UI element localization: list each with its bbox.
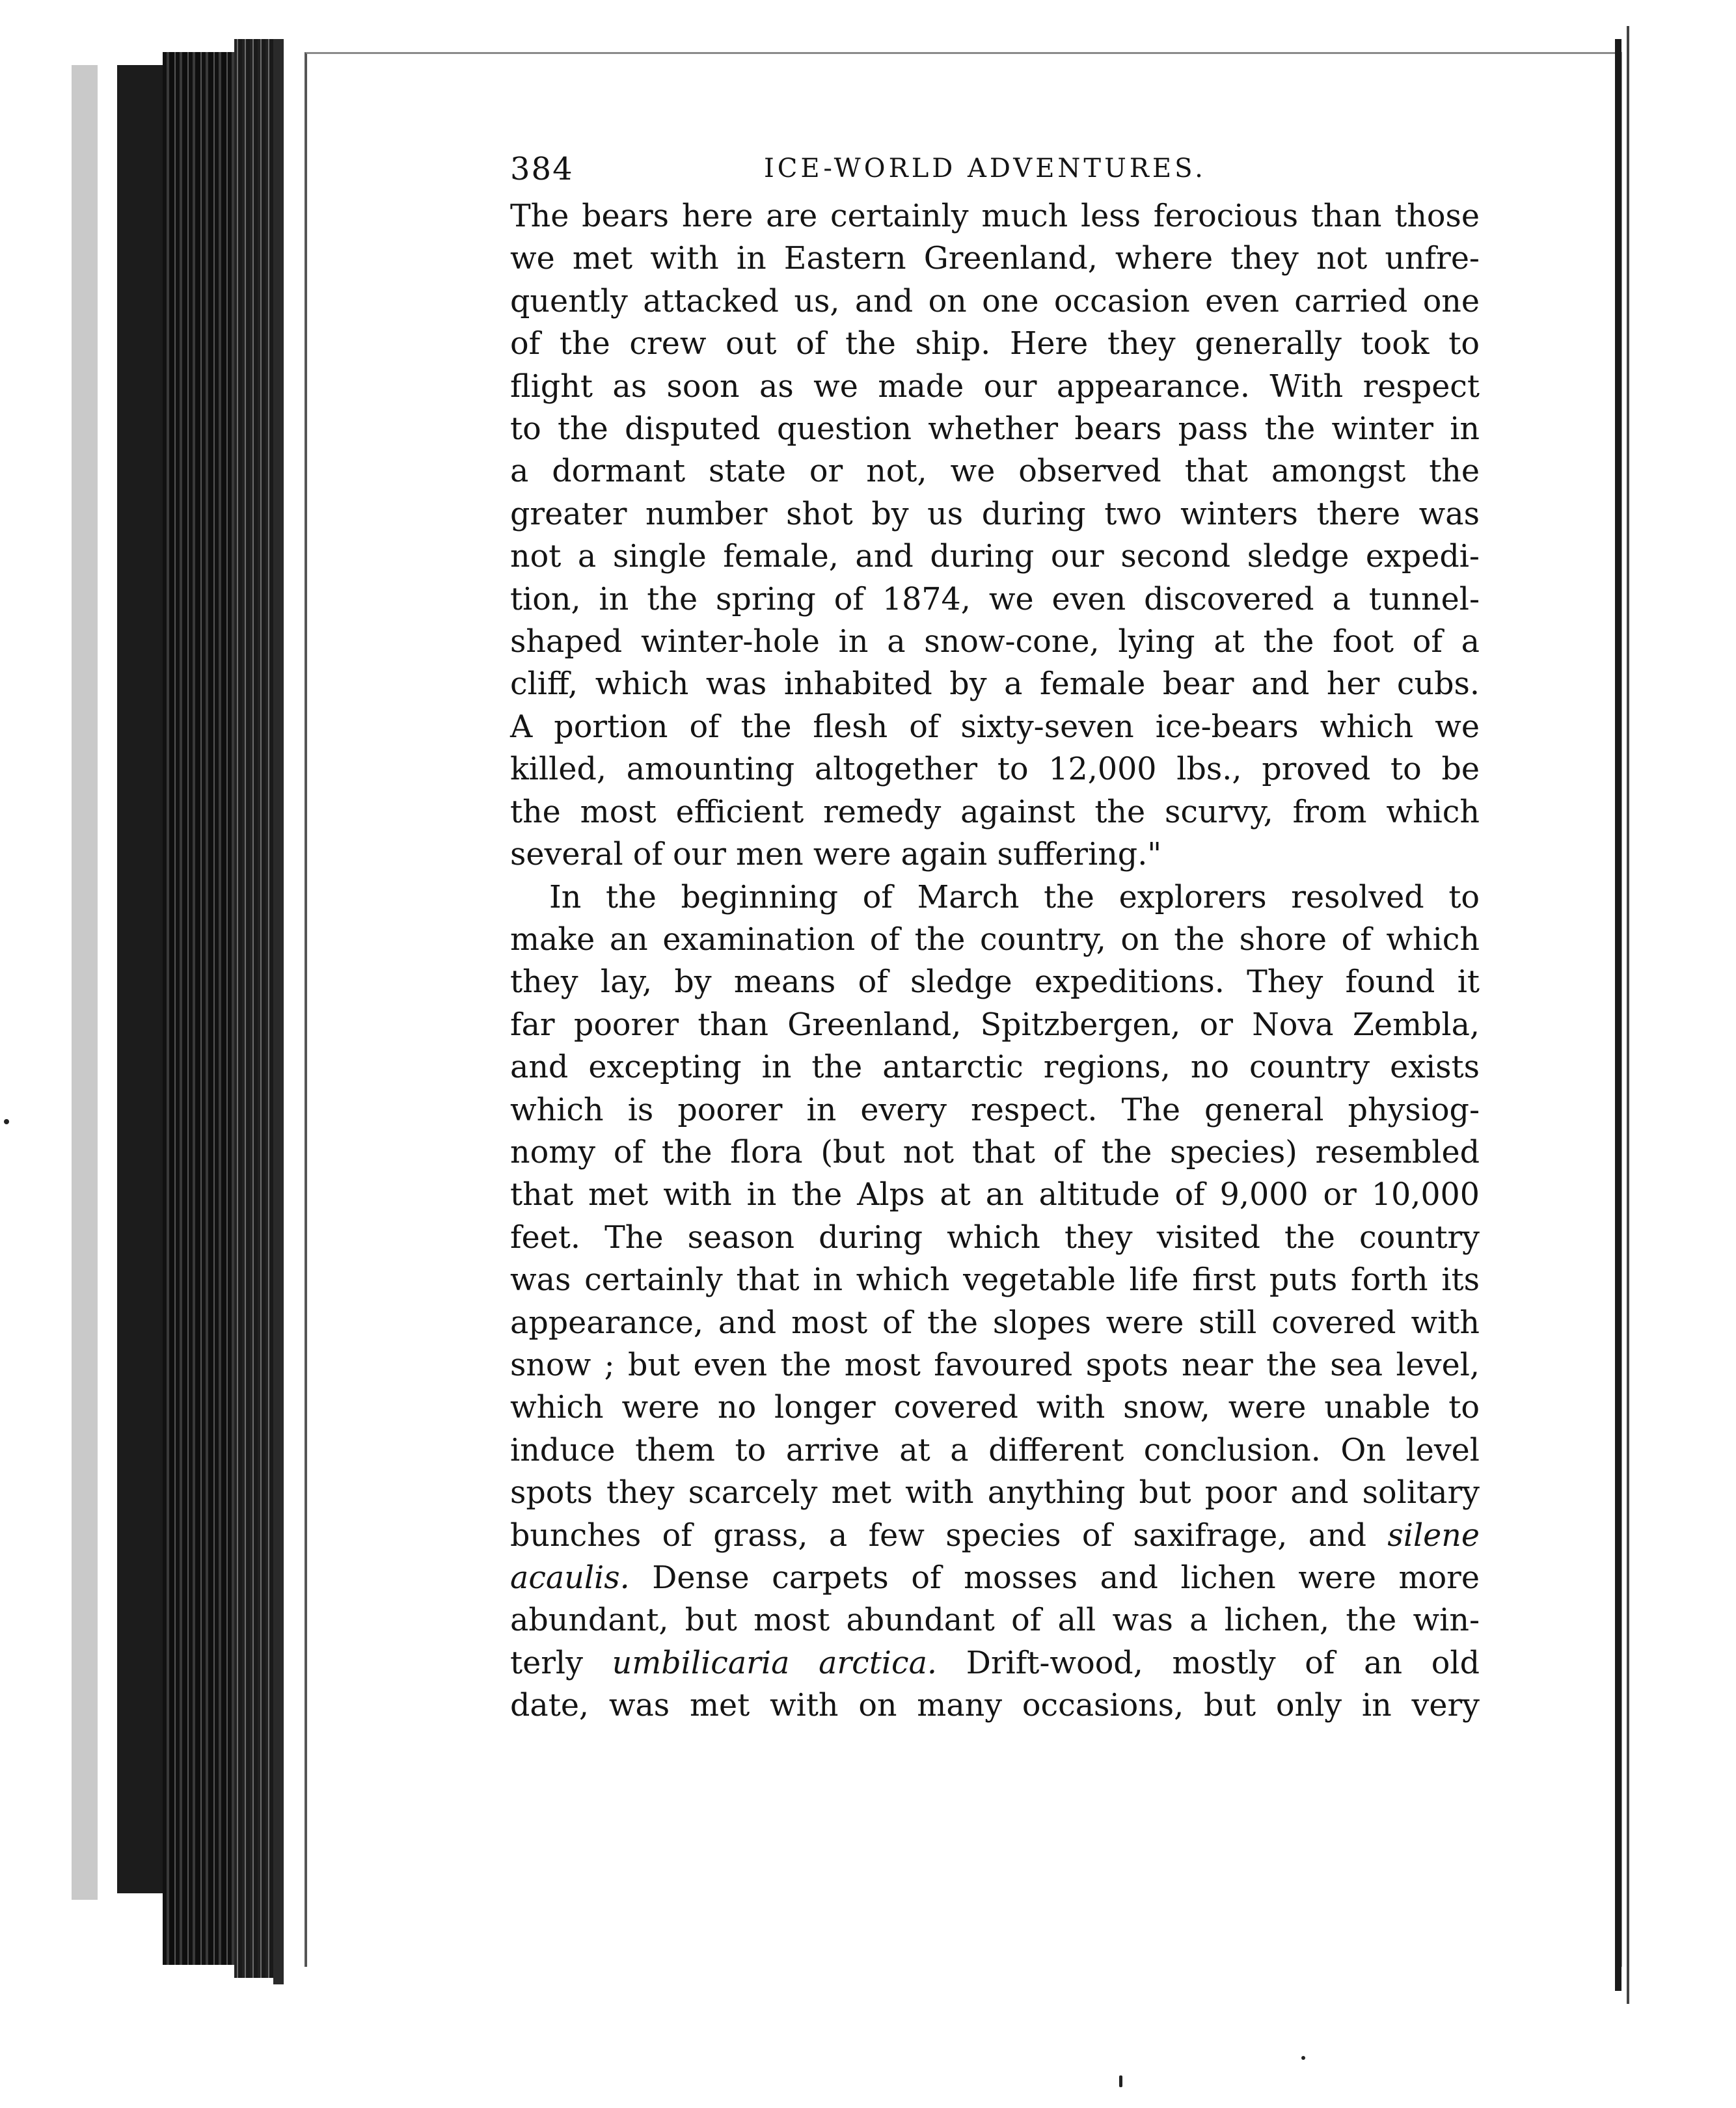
text-line-with-italic bbox=[510, 1642, 1480, 1684]
text-line: greater number shot by us during two winters there was bbox=[510, 496, 1480, 532]
page-edge-band bbox=[163, 52, 234, 1965]
text-line: far poorer than Greenland, Spitzbergen, or Nova Zembla, bbox=[510, 1007, 1480, 1043]
text-line: that met with in the Alps at an altitude of 9,000 or 10,000 bbox=[510, 1177, 1480, 1213]
paragraph bbox=[510, 876, 1480, 1727]
text-line: make an examination of the country, on the shore of which bbox=[510, 921, 1480, 958]
text-line: The bears here are certainly much less ferocious than those bbox=[510, 198, 1480, 234]
speck bbox=[4, 1119, 9, 1124]
paragraph bbox=[510, 195, 1480, 876]
text-line-with-italic bbox=[510, 1557, 1480, 1599]
italic-term: acaulis. bbox=[510, 1560, 630, 1596]
italic-term: umbilicaria arctica. bbox=[612, 1645, 938, 1681]
page-edge-band bbox=[117, 65, 163, 1893]
text-line: date, was met with on many occasions, but only in very bbox=[510, 1688, 1480, 1724]
text-line: a dormant state or not, we observed that amongst the bbox=[510, 453, 1480, 490]
text-line: which were no longer covered with snow, were unable to bbox=[510, 1390, 1480, 1426]
text-line: flight as soon as we made our appearance. With respect bbox=[510, 368, 1480, 405]
page-text bbox=[510, 143, 1480, 1727]
book-page-edges bbox=[0, 39, 286, 2004]
page-edge-band bbox=[273, 39, 284, 1984]
right-page-edge bbox=[1615, 39, 1621, 1991]
speck bbox=[1119, 2075, 1122, 2087]
text-line-with-italic bbox=[510, 1515, 1480, 1557]
text-run: terly bbox=[510, 1645, 583, 1681]
text-line: they lay, by means of sledge expeditions. They found it bbox=[510, 964, 1480, 1001]
text-line: abundant, but most abundant of all was a lichen, the win- bbox=[510, 1602, 1480, 1639]
text-line: we met with in Eastern Greenland, where they not unfre- bbox=[510, 241, 1480, 277]
text-run: Dense carpets of mosses and lichen were more bbox=[652, 1560, 1480, 1596]
text-line: spots they scarcely met with anything but poor and solitary bbox=[510, 1475, 1480, 1511]
text-line: cliff, which was inhabited by a female bear and her cubs. bbox=[510, 666, 1480, 703]
text-line: tion, in the spring of 1874, we even discovered a tunnel- bbox=[510, 581, 1480, 617]
text-line: several of our men were again suffering." bbox=[510, 837, 1162, 873]
text-run: bunches of grass, a few species of saxifrage, and bbox=[510, 1517, 1367, 1554]
text-line: A portion of the flesh of sixty-seven ice-bears which we bbox=[510, 709, 1480, 745]
text-line: induce them to arrive at a different conclusion. On level bbox=[510, 1432, 1480, 1468]
speck bbox=[1301, 2056, 1305, 2060]
running-title: ICE-WORLD ADVENTURES. bbox=[764, 154, 1206, 183]
text-line: the most efficient remedy against the scurvy, from which bbox=[510, 794, 1480, 830]
text-line: appearance, and most of the slopes were still covered with bbox=[510, 1304, 1480, 1341]
text-line: In the beginning of March the explorers resolved to bbox=[549, 879, 1480, 915]
text-run: Drift-wood, mostly of an old bbox=[966, 1645, 1480, 1681]
text-line: to the disputed question whether bears pass the winter in bbox=[510, 411, 1480, 448]
page-edge-band bbox=[234, 39, 273, 1978]
text-line: snow ; but even the most favoured spots near the sea level, bbox=[510, 1347, 1480, 1383]
text-line: was certainly that in which vegetable life first puts forth its bbox=[510, 1262, 1480, 1299]
italic-term: silene bbox=[1387, 1517, 1480, 1554]
page-edge-band bbox=[72, 65, 98, 1900]
text-line: nomy of the flora (but not that of the species) resembled bbox=[510, 1134, 1480, 1170]
text-line: quently attacked us, and on one occasion even carried one bbox=[510, 283, 1480, 319]
text-line: feet. The season during which they visited the country bbox=[510, 1219, 1480, 1256]
page-number: 384 bbox=[510, 151, 574, 187]
text-line: not a single female, and during our second sledge expedi- bbox=[510, 539, 1480, 575]
text-line: and excepting in the antarctic regions, no country exists bbox=[510, 1049, 1480, 1086]
text-line: of the crew out of the ship. Here they generally took to bbox=[510, 326, 1480, 362]
text-line: which is poorer in every respect. The general physiog- bbox=[510, 1092, 1480, 1128]
right-page-edge bbox=[1627, 26, 1629, 2004]
text-line: shaped winter-hole in a snow-cone, lying at the foot of a bbox=[510, 624, 1480, 660]
running-header bbox=[510, 143, 1480, 195]
text-line: killed, amounting altogether to 12,000 lbs., proved to be bbox=[510, 751, 1480, 788]
